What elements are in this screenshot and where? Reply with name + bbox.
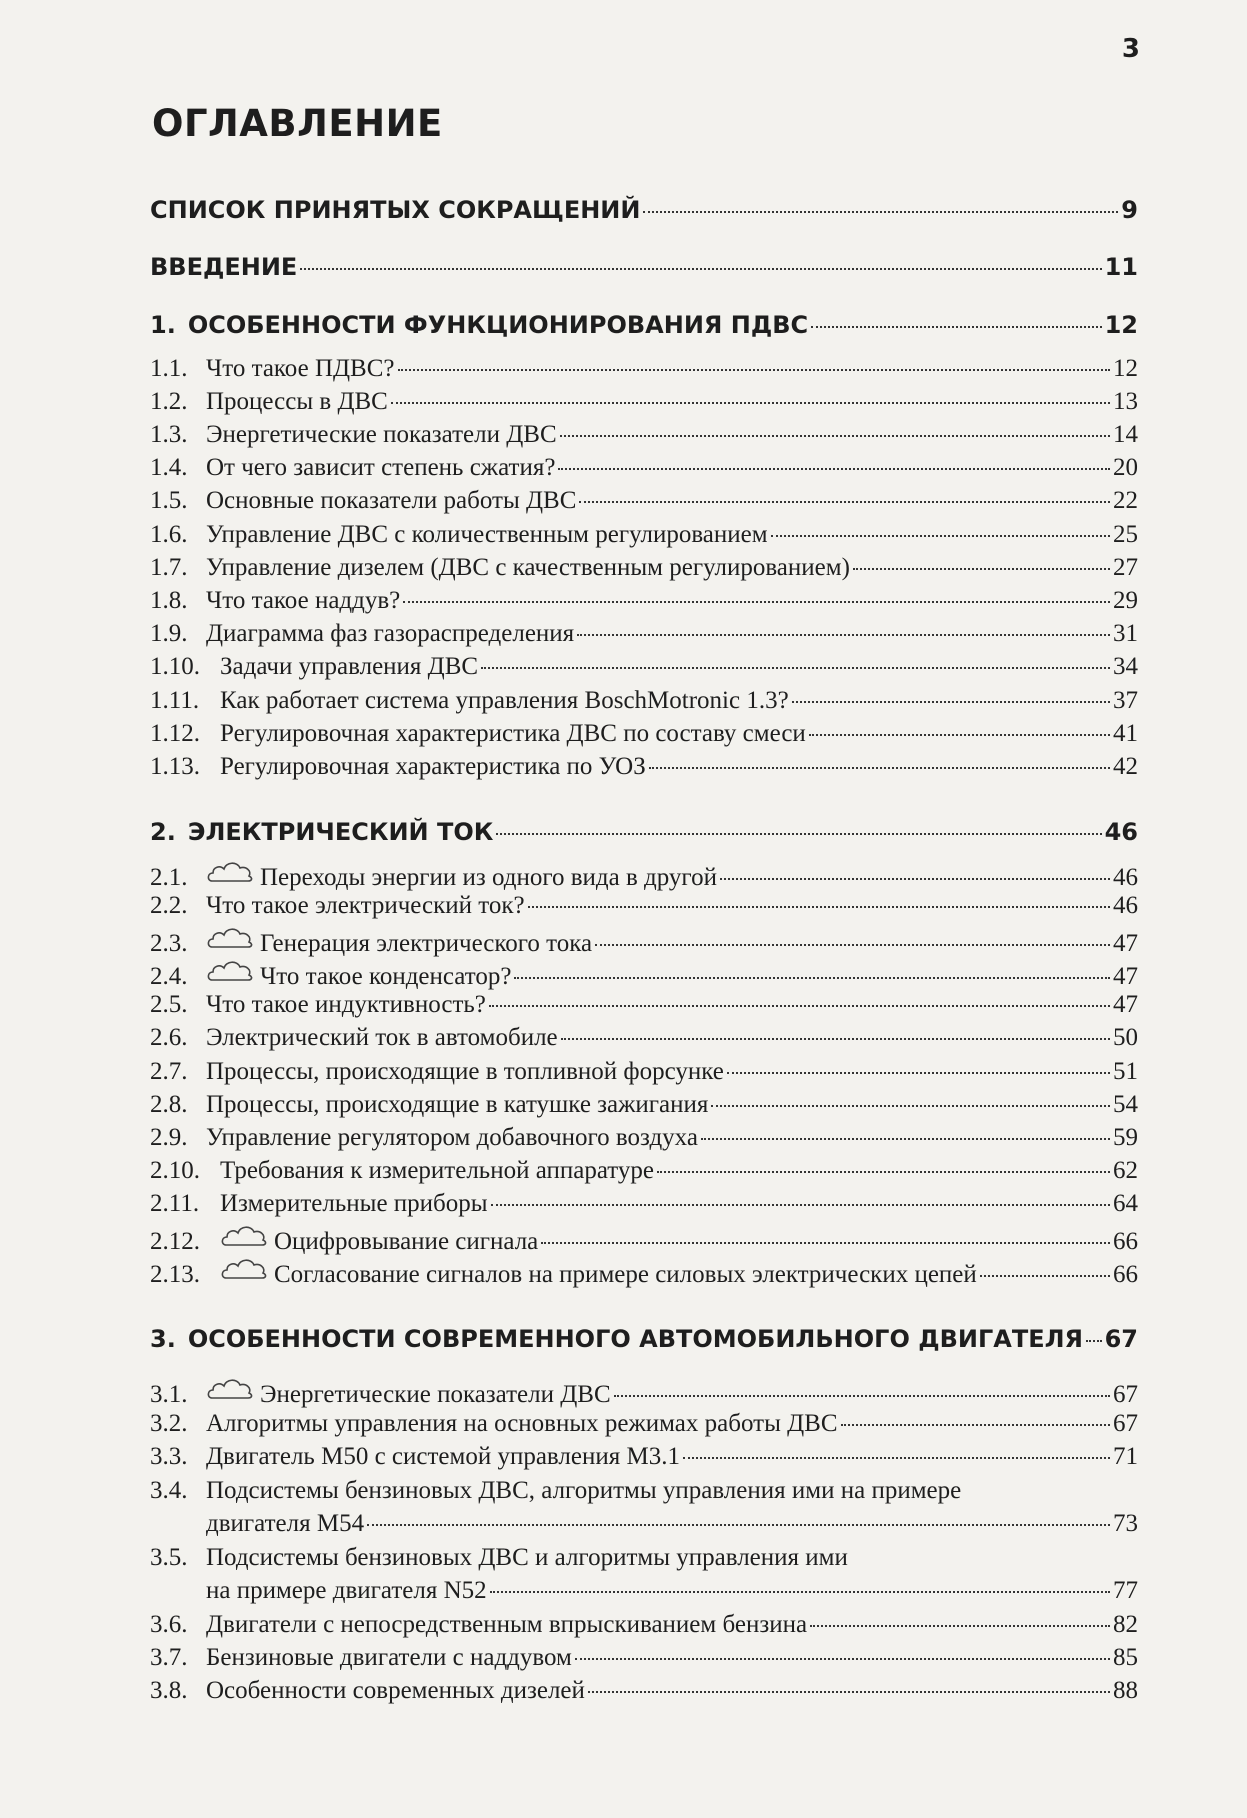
toc-entry[interactable] bbox=[150, 620, 1138, 648]
cloud-icon bbox=[206, 958, 254, 984]
toc-entry-number: 1.8. bbox=[150, 587, 188, 614]
leader-dots bbox=[595, 944, 1110, 946]
toc-entry-number: 2.8. bbox=[150, 1091, 188, 1118]
toc-entry-number: 3.2. bbox=[150, 1410, 188, 1437]
toc-entry-title: Диаграмма фаз газораспределения bbox=[206, 620, 575, 647]
toc-entry-number: 2.12. bbox=[150, 1228, 200, 1255]
leader-dots bbox=[588, 1691, 1110, 1693]
toc-entry[interactable] bbox=[150, 1677, 1138, 1705]
leader-dots bbox=[811, 326, 1101, 328]
toc-entry-page: 66 bbox=[1113, 1261, 1138, 1288]
toc-entry[interactable] bbox=[150, 1024, 1138, 1052]
toc-entry[interactable] bbox=[150, 1644, 1138, 1672]
cloud-icon bbox=[206, 925, 254, 951]
toc-entry[interactable] bbox=[150, 196, 1138, 224]
toc-entry[interactable] bbox=[150, 1477, 1138, 1538]
toc-entry-page: 41 bbox=[1113, 720, 1138, 747]
toc-entry-number: 3.1. bbox=[150, 1381, 188, 1408]
toc-entry-number: 2.7. bbox=[150, 1058, 188, 1085]
toc-entry-page: 88 bbox=[1113, 1677, 1138, 1704]
toc-entry-number: 1.7. bbox=[150, 554, 188, 581]
toc-entry-page: 12 bbox=[1113, 355, 1138, 382]
toc-entry[interactable] bbox=[150, 487, 1138, 515]
leader-dots bbox=[560, 435, 1110, 437]
toc-entry-title: Согласование сигналов на примере силовых электрических цепей bbox=[274, 1261, 977, 1288]
leader-dots bbox=[491, 1204, 1110, 1206]
toc-entry-page: 46 bbox=[1104, 818, 1138, 846]
toc-entry-number: 3.6. bbox=[150, 1611, 188, 1638]
toc-entry-number: 2.3. bbox=[150, 930, 188, 957]
toc-entry-page: 14 bbox=[1113, 421, 1138, 448]
toc-chapter[interactable] bbox=[150, 311, 1138, 339]
leader-dots bbox=[300, 268, 1101, 270]
toc-entry-title: Особенности современных дизелей bbox=[206, 1677, 585, 1704]
toc-entry[interactable] bbox=[150, 1124, 1138, 1152]
leader-dots bbox=[643, 211, 1118, 213]
toc-entry-title: Управление дизелем (ДВС с качественным регулированием) bbox=[206, 554, 850, 581]
toc-entry-title-continued: на примере двигателя N52 bbox=[206, 1577, 487, 1604]
toc-entry-page: 77 bbox=[1113, 1577, 1138, 1604]
toc-entry-number: 1.3. bbox=[150, 421, 188, 448]
leader-dots bbox=[391, 402, 1110, 404]
leader-dots bbox=[701, 1138, 1110, 1140]
toc-entry-title: Алгоритмы управления на основных режимах работы ДВС bbox=[206, 1410, 838, 1437]
toc-entry-number: 1.9. bbox=[150, 620, 188, 647]
toc-entry-number: 3.7. bbox=[150, 1644, 188, 1671]
toc-entry-title: Подсистемы бензиновых ДВС, алгоритмы управления ими на примере bbox=[206, 1477, 962, 1504]
toc-entry-title: Регулировочная характеристика по УОЗ bbox=[220, 753, 646, 780]
toc-entry-page: 71 bbox=[1113, 1443, 1138, 1470]
toc-entry-page: 37 bbox=[1113, 687, 1138, 714]
toc-entry-title: СПИСОК ПРИНЯТЫХ СОКРАЩЕНИЙ bbox=[150, 196, 641, 224]
cloud-icon bbox=[206, 859, 254, 885]
toc-entry[interactable] bbox=[150, 355, 1138, 383]
leader-dots bbox=[575, 1658, 1110, 1660]
toc-entry-title: Оцифровывание сигнала bbox=[274, 1228, 539, 1255]
toc-entry[interactable] bbox=[150, 720, 1138, 748]
toc-entry[interactable] bbox=[150, 687, 1138, 715]
toc-entry-title: Процессы, происходящие в катушке зажигания bbox=[206, 1091, 709, 1118]
toc-entry-page: 12 bbox=[1104, 311, 1138, 339]
toc-entry[interactable] bbox=[150, 1256, 1138, 1289]
toc-entry-page: 73 bbox=[1113, 1510, 1138, 1537]
toc-entry-page: 50 bbox=[1113, 1024, 1138, 1051]
leader-dots bbox=[481, 667, 1110, 669]
toc-entry[interactable] bbox=[150, 1157, 1138, 1185]
toc-entry-number: 1.11. bbox=[150, 687, 200, 714]
toc-entry-number: 1.4. bbox=[150, 454, 188, 481]
toc-entry-number: 2.10. bbox=[150, 1157, 200, 1184]
leader-dots bbox=[577, 634, 1110, 636]
toc-entry-number: 3.8. bbox=[150, 1677, 188, 1704]
page-number: 3 bbox=[1121, 34, 1140, 64]
toc-entry-title: ОСОБЕННОСТИ ФУНКЦИОНИРОВАНИЯ ПДВС bbox=[187, 311, 809, 339]
toc-entry[interactable] bbox=[150, 892, 1138, 920]
toc-entry-number: 2.11. bbox=[150, 1190, 200, 1217]
toc-entry-number: 3.3. bbox=[150, 1443, 188, 1470]
toc-entry-title: Задачи управления ДВС bbox=[220, 653, 479, 680]
leader-dots bbox=[657, 1171, 1110, 1173]
cloud-icon bbox=[206, 1376, 254, 1402]
leader-dots bbox=[841, 1424, 1110, 1426]
leader-dots bbox=[514, 977, 1110, 979]
toc-entry-title: Переходы энергии из одного вида в другой bbox=[260, 864, 717, 891]
leader-dots bbox=[720, 878, 1110, 880]
cloud-icon bbox=[220, 1256, 268, 1282]
leader-dots bbox=[792, 701, 1110, 703]
leader-dots bbox=[810, 1625, 1110, 1627]
toc-entry-number: 3.4. bbox=[150, 1477, 188, 1504]
toc-entry-title: Двигатели с непосредственным впрыскиванием бензина bbox=[206, 1611, 808, 1638]
toc-entry-title: ЭЛЕКТРИЧЕСКИЙ ТОК bbox=[187, 818, 494, 846]
toc-entry[interactable] bbox=[150, 253, 1138, 281]
toc-entry-page: 67 bbox=[1104, 1325, 1138, 1353]
toc-entry-number: 2. bbox=[150, 818, 176, 846]
toc-entry-number: 3. bbox=[150, 1325, 176, 1353]
toc-entry[interactable] bbox=[150, 1443, 1138, 1471]
toc-entry-number: 3.5. bbox=[150, 1544, 188, 1571]
toc-entry-title: Что такое электрический ток? bbox=[206, 892, 525, 919]
toc-entry-page: 9 bbox=[1121, 196, 1138, 224]
toc-entry-page: 29 bbox=[1113, 587, 1138, 614]
toc-entry[interactable] bbox=[150, 521, 1138, 549]
leader-dots bbox=[579, 501, 1110, 503]
toc-entry-title: ВВЕДЕНИЕ bbox=[150, 253, 298, 281]
toc-entry-title: Энергетические показатели ДВС bbox=[206, 421, 557, 448]
toc-entry-page: 46 bbox=[1113, 892, 1138, 919]
toc-entry-number: 1.1. bbox=[150, 355, 188, 382]
leader-dots bbox=[649, 767, 1110, 769]
toc-entry-page: 42 bbox=[1113, 753, 1138, 780]
toc-entry[interactable] bbox=[150, 421, 1138, 449]
toc-entry[interactable] bbox=[150, 1058, 1138, 1086]
leader-dots bbox=[490, 1591, 1110, 1593]
toc-entry-page: 66 bbox=[1113, 1228, 1138, 1255]
toc-entry-number: 1.10. bbox=[150, 653, 200, 680]
toc-entry-title: Требования к измерительной аппаратуре bbox=[220, 1157, 654, 1184]
toc-entry[interactable] bbox=[150, 1544, 1138, 1605]
toc-entry[interactable] bbox=[150, 1091, 1138, 1119]
toc-entry-page: 13 bbox=[1113, 388, 1138, 415]
toc-entry-number: 1. bbox=[150, 311, 176, 339]
toc-entry-title: Генерация электрического тока bbox=[260, 930, 593, 957]
toc-entry-page: 27 bbox=[1113, 554, 1138, 581]
toc-entry-page: 47 bbox=[1113, 991, 1138, 1018]
leader-dots bbox=[771, 535, 1110, 537]
leader-dots bbox=[489, 1005, 1110, 1007]
toc-entry-title: Как работает система управления BoschMotronic 1.3? bbox=[220, 687, 789, 714]
toc-entry[interactable] bbox=[150, 388, 1138, 416]
toc-entry[interactable] bbox=[150, 1190, 1138, 1218]
toc-entry-number: 1.6. bbox=[150, 521, 188, 548]
toc-entry-number: 1.2. bbox=[150, 388, 188, 415]
toc-entry[interactable] bbox=[150, 859, 1138, 892]
toc-entry-title: Электрический ток в автомобиле bbox=[206, 1024, 558, 1051]
toc-entry-title: Что такое индуктивность? bbox=[206, 991, 486, 1018]
toc-entry[interactable] bbox=[150, 1223, 1138, 1256]
toc-entry-page: 22 bbox=[1113, 487, 1138, 514]
leader-dots bbox=[853, 568, 1110, 570]
toc-entry[interactable] bbox=[150, 925, 1138, 958]
toc-entry-title: ОСОБЕННОСТИ СОВРЕМЕННОГО АВТОМОБИЛЬНОГО ДВИГАТЕЛЯ bbox=[187, 1325, 1083, 1353]
toc-entry-title: Управление регулятором добавочного воздуха bbox=[206, 1124, 698, 1151]
toc-entry-number: 2.13. bbox=[150, 1261, 200, 1288]
cloud-icon bbox=[220, 1223, 268, 1249]
toc-entry-page: 64 bbox=[1113, 1190, 1138, 1217]
toc-entry[interactable] bbox=[150, 753, 1138, 781]
leader-dots bbox=[541, 1242, 1110, 1244]
toc-entry-title: Процессы, происходящие в топливной форсунке bbox=[206, 1058, 724, 1085]
toc-entry-page: 67 bbox=[1113, 1381, 1138, 1408]
toc-entry-title: Двигатель М50 с системой управления М3.1 bbox=[206, 1443, 680, 1470]
toc-entry-page: 47 bbox=[1113, 930, 1138, 957]
leader-dots bbox=[980, 1275, 1110, 1277]
leader-dots bbox=[809, 734, 1110, 736]
toc-entry-number: 2.6. bbox=[150, 1024, 188, 1051]
leader-dots bbox=[496, 833, 1101, 835]
leader-dots bbox=[398, 369, 1110, 371]
toc-entry-number: 1.12. bbox=[150, 720, 200, 747]
toc-entry-title: Процессы в ДВС bbox=[206, 388, 388, 415]
toc-entry-number: 2.2. bbox=[150, 892, 188, 919]
toc-entry-title: От чего зависит степень сжатия? bbox=[206, 454, 556, 481]
leader-dots bbox=[711, 1105, 1110, 1107]
toc-entry-title: Основные показатели работы ДВС bbox=[206, 487, 577, 514]
toc-entry-title-continued: двигателя М54 bbox=[206, 1510, 365, 1537]
toc-entry-number: 2.4. bbox=[150, 963, 188, 990]
toc-entry-title: Бензиновые двигатели с наддувом bbox=[206, 1644, 572, 1671]
toc-entry-page: 85 bbox=[1113, 1644, 1138, 1671]
toc-chapter[interactable] bbox=[150, 818, 1138, 846]
toc-entry[interactable] bbox=[150, 653, 1138, 681]
toc-entry-page: 59 bbox=[1113, 1124, 1138, 1151]
toc-entry-page: 34 bbox=[1113, 653, 1138, 680]
toc-entry-title: Подсистемы бензиновых ДВС и алгоритмы управления ими bbox=[206, 1544, 848, 1571]
toc-entry-title: Что такое конденсатор? bbox=[260, 963, 512, 990]
toc-entry-title: Что такое наддув? bbox=[206, 587, 401, 614]
toc-entry-page: 11 bbox=[1104, 253, 1138, 281]
page-title: ОГЛАВЛЕНИЕ bbox=[152, 102, 443, 145]
leader-dots bbox=[367, 1524, 1110, 1526]
leader-dots bbox=[727, 1072, 1110, 1074]
toc-entry[interactable] bbox=[150, 554, 1138, 582]
toc-entry-title: Регулировочная характеристика ДВС по составу смеси bbox=[220, 720, 806, 747]
toc-entry-page: 82 bbox=[1113, 1611, 1138, 1638]
leader-dots bbox=[528, 906, 1110, 908]
leader-dots bbox=[683, 1457, 1110, 1459]
toc-entry-page: 31 bbox=[1113, 620, 1138, 647]
toc-entry[interactable] bbox=[150, 1376, 1138, 1409]
toc-entry-page: 54 bbox=[1113, 1091, 1138, 1118]
toc-entry-page: 20 bbox=[1113, 454, 1138, 481]
toc-entry[interactable] bbox=[150, 1410, 1138, 1438]
toc-entry-number: 2.1. bbox=[150, 864, 188, 891]
leader-dots bbox=[558, 468, 1110, 470]
toc-entry-page: 62 bbox=[1113, 1157, 1138, 1184]
toc-entry-title: Энергетические показатели ДВС bbox=[260, 1381, 611, 1408]
toc-entry-title: Управление ДВС с количественным регулированием bbox=[206, 521, 768, 548]
leader-dots bbox=[1086, 1340, 1102, 1342]
leader-dots bbox=[403, 601, 1110, 603]
toc-entry-number: 2.5. bbox=[150, 991, 188, 1018]
toc-entry-number: 2.9. bbox=[150, 1124, 188, 1151]
toc-entry-page: 46 bbox=[1113, 864, 1138, 891]
leader-dots bbox=[561, 1038, 1110, 1040]
toc-entry-title: Измерительные приборы bbox=[220, 1190, 488, 1217]
toc-entry-page: 67 bbox=[1113, 1410, 1138, 1437]
toc-entry-page: 51 bbox=[1113, 1058, 1138, 1085]
toc-entry[interactable] bbox=[150, 991, 1138, 1019]
toc-entry[interactable] bbox=[150, 1611, 1138, 1639]
toc-entry-number: 1.5. bbox=[150, 487, 188, 514]
toc-entry[interactable] bbox=[150, 587, 1138, 615]
toc-chapter[interactable] bbox=[150, 1325, 1138, 1353]
toc-entry[interactable] bbox=[150, 454, 1138, 482]
toc-entry-number: 1.13. bbox=[150, 753, 200, 780]
toc-entry-page: 47 bbox=[1113, 963, 1138, 990]
toc-entry-title: Что такое ПДВС? bbox=[206, 355, 395, 382]
toc-entry[interactable] bbox=[150, 958, 1138, 991]
toc-entry-page: 25 bbox=[1113, 521, 1138, 548]
leader-dots bbox=[614, 1395, 1110, 1397]
